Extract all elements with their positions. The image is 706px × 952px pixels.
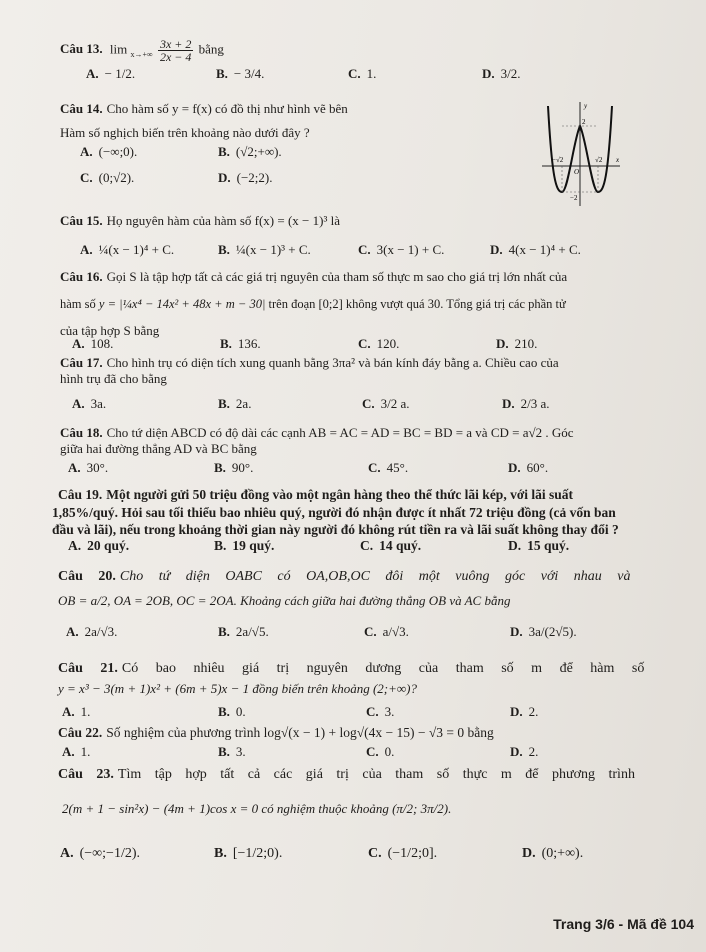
- option-a: A. 2a/√3.: [66, 624, 118, 639]
- question-16-line2: hàm số y = |¼x⁴ − 14x² + 48x + m − 30| trên đoạn [0;2] không vượt quá 30. Tổng giá trị các phần tử: [60, 297, 566, 311]
- question-number: Câu 13.: [60, 41, 103, 57]
- option-d: D. (0;+∞).: [522, 846, 584, 861]
- options-19: [68, 538, 706, 558]
- options-21: [62, 704, 702, 724]
- option-c: C. 14 quý.: [360, 538, 422, 553]
- option-a: A. 1.: [62, 744, 91, 759]
- question-text: Gọi S là tập hợp tất cả các giá trị nguyên của tham số thực m sao cho giá trị lớn nhất của: [106, 269, 568, 284]
- option-d: D. (−2;2).: [218, 170, 273, 185]
- question-15: Câu 15. Họ nguyên hàm của hàm số f(x) = (x − 1)³ là: [60, 213, 340, 228]
- option-c: C. (0;√2).: [80, 170, 135, 185]
- question-17: Câu 17. Cho hình trụ có diện tích xung quanh bằng 3πa² và bán kính đáy bằng a. Chiều cao của: [60, 355, 559, 370]
- question-21: Câu 21. Có bao nhiêu giá trị nguyên dương của tham số m để hàm số: [58, 661, 645, 676]
- question-text: Cho hàm số y = f(x) có đồ thị như hình vẽ bên: [106, 101, 348, 116]
- options-22: [62, 744, 702, 764]
- option-d: D. 3/2.: [482, 66, 521, 81]
- option-a: A. ¼(x − 1)⁴ + C.: [80, 242, 175, 257]
- option-a: A. 108.: [72, 336, 114, 351]
- function-formula: y = |¼x⁴ − 14x² + 48x + m − 30|: [98, 297, 266, 311]
- question-22: Câu 22. Số nghiệm của phương trình log√(x − 1) + log√(4x − 15) − √3 = 0 bằng: [58, 725, 494, 740]
- option-b: B. 19 quý.: [214, 538, 275, 553]
- options-16: [72, 336, 706, 356]
- question-text: Hàm số nghịch biến trên khoảng nào dưới đây ?: [60, 125, 310, 140]
- option-a: A. (−∞;0).: [80, 144, 138, 159]
- options-15: [80, 242, 706, 262]
- option-a: A. 1.: [62, 704, 91, 719]
- option-c: C. 3.: [366, 704, 395, 719]
- question-19-line3: đầu và lãi), nếu trong khoảng thời gian này người đó không rút tiền ra và lãi suất không thay đổi ?: [52, 522, 619, 537]
- option-a: A. (−∞;−1/2).: [60, 846, 140, 861]
- options-18: [68, 460, 706, 480]
- question-text: Số nghiệm của phương trình log√(x − 1) + log√(4x − 15) − √3 = 0 bằng: [106, 725, 494, 740]
- option-d: D. 210.: [496, 336, 538, 351]
- x-label: x: [616, 156, 620, 164]
- options-13: [86, 66, 706, 86]
- top-label: 2: [582, 118, 586, 126]
- option-b: B. 2a/√5.: [218, 624, 269, 639]
- question-number: Câu 14.: [60, 101, 103, 116]
- option-d: D. 2/3 a.: [502, 396, 550, 411]
- option-b: B. ¼(x − 1)³ + C.: [218, 242, 311, 257]
- fraction-denominator: 2x − 4: [159, 50, 192, 64]
- y-label: y: [584, 102, 588, 110]
- option-d: D. 3a/(2√5).: [510, 624, 577, 639]
- option-d: D. 60°.: [508, 460, 549, 475]
- question-21-line2: y = x³ − 3(m + 1)x² + (6m + 5)x − 1 đồng biến trên khoảng (2;+∞)?: [58, 681, 417, 696]
- option-b: B. 2a.: [218, 396, 252, 411]
- question-text: Cho tứ diện ABCD có độ dài các cạnh AB = AC = AD = BC = BD = a và CD = a√2 . Góc: [106, 425, 574, 440]
- option-c: C. 3(x − 1) + C.: [358, 242, 445, 257]
- question-13: [60, 38, 686, 63]
- fraction-numerator: 3x + 2: [159, 37, 192, 51]
- option-b: B. 136.: [220, 336, 261, 351]
- option-a: A. 20 quý.: [68, 538, 130, 553]
- option-c: C. 45°.: [368, 460, 409, 475]
- option-d: D. 2.: [510, 744, 539, 759]
- left-root-label: −√2: [552, 156, 564, 164]
- question-text: bằng: [198, 41, 224, 57]
- option-b: B. [−1/2;0).: [214, 846, 283, 861]
- question-23-line2: 2(m + 1 − sin²x) − (4m + 1)cos x = 0 có nghiệm thuộc khoảng (π/2; 3π/2).: [62, 801, 452, 816]
- option-a: A. 30°.: [68, 460, 109, 475]
- option-b: B. 3.: [218, 744, 246, 759]
- question-20: Câu 20. Cho tứ diện OABC có OA,OB,OC đôi một vuông góc với nhau và: [58, 569, 631, 584]
- question-text: Có bao nhiêu giá trị nguyên dương của tham số m để hàm số: [121, 661, 645, 676]
- limit-word: lim: [109, 41, 128, 57]
- bottom-label: −2: [570, 194, 578, 202]
- option-c: C. 120.: [358, 336, 400, 351]
- question-text: Cho tứ diện OABC có OA,OB,OC đôi một vuông góc với nhau và: [119, 569, 631, 584]
- origin-label: O: [574, 168, 580, 176]
- question-19-line2: 1,85%/quý. Hỏi sau tối thiểu bao nhiêu quý, người đó nhận được ít nhất 72 triệu đồng (cả vốn ban: [52, 505, 616, 520]
- limit-subscript: x→+∞: [130, 50, 153, 60]
- option-b: B. 90°.: [214, 460, 254, 475]
- option-b: B. 0.: [218, 704, 246, 719]
- question-16-line3: của tập hợp S bằng: [60, 323, 160, 338]
- question-text: Một người gửi 50 triệu đồng vào một ngân hàng theo thể thức lãi kép, với lãi suất: [106, 487, 574, 502]
- option-c: C. 1.: [348, 66, 377, 81]
- question-17-line2: hình trụ đã cho bằng: [60, 371, 167, 386]
- option-d: D. 15 quý.: [508, 538, 570, 553]
- option-c: C. 0.: [366, 744, 395, 759]
- question-19: Câu 19. Một người gửi 50 triệu đồng vào một ngân hàng theo thể thức lãi kép, với lãi suất: [58, 487, 574, 502]
- option-c: C. 3/2 a.: [362, 396, 410, 411]
- options-17: [72, 396, 706, 416]
- question-text: Tìm tập hợp tất cả các giá trị của tham số thực m để phương trình: [117, 767, 635, 782]
- question-text: Họ nguyên hàm của hàm số f(x) = (x − 1)³ là: [106, 213, 340, 228]
- page-footer: Trang 3/6 - Mã đề 104: [553, 916, 694, 932]
- option-b: B. − 3/4.: [216, 66, 265, 81]
- right-root-label: √2: [595, 156, 603, 164]
- options-23: [60, 846, 700, 866]
- option-d: D. 2.: [510, 704, 539, 719]
- option-c: C. (−1/2;0].: [368, 846, 438, 861]
- question-16: Câu 16. Gọi S là tập hợp tất cả các giá trị nguyên của tham số thực m sao cho giá trị lớn nhất của: [60, 269, 568, 284]
- question-18-line2: giữa hai đường thẳng AD và BC bằng: [60, 441, 257, 456]
- option-a: A. − 1/2.: [86, 66, 136, 81]
- limit-fraction: [158, 38, 193, 63]
- options-20: [66, 624, 706, 644]
- option-d: D. 4(x − 1)⁴ + C.: [490, 242, 581, 257]
- question-text: Cho hình trụ có diện tích xung quanh bằng 3πa² và bán kính đáy bằng a. Chiều cao của: [106, 355, 559, 370]
- option-b: B. (√2;+∞).: [218, 144, 282, 159]
- question-18: Câu 18. Cho tứ diện ABCD có độ dài các cạnh AB = AC = AD = BC = BD = a và CD = a√2 . Góc: [60, 425, 574, 440]
- function-graph: [538, 98, 622, 208]
- option-a: A. 3a.: [72, 396, 107, 411]
- question-23: Câu 23. Tìm tập hợp tất cả các giá trị của tham số thực m để phương trình: [58, 767, 635, 782]
- question-20-line2: OB = a/2, OA = 2OB, OC = 2OA. Khoảng cách giữa hai đường thẳng OB và AC bằng: [58, 593, 511, 608]
- option-c: C. a/√3.: [364, 624, 409, 639]
